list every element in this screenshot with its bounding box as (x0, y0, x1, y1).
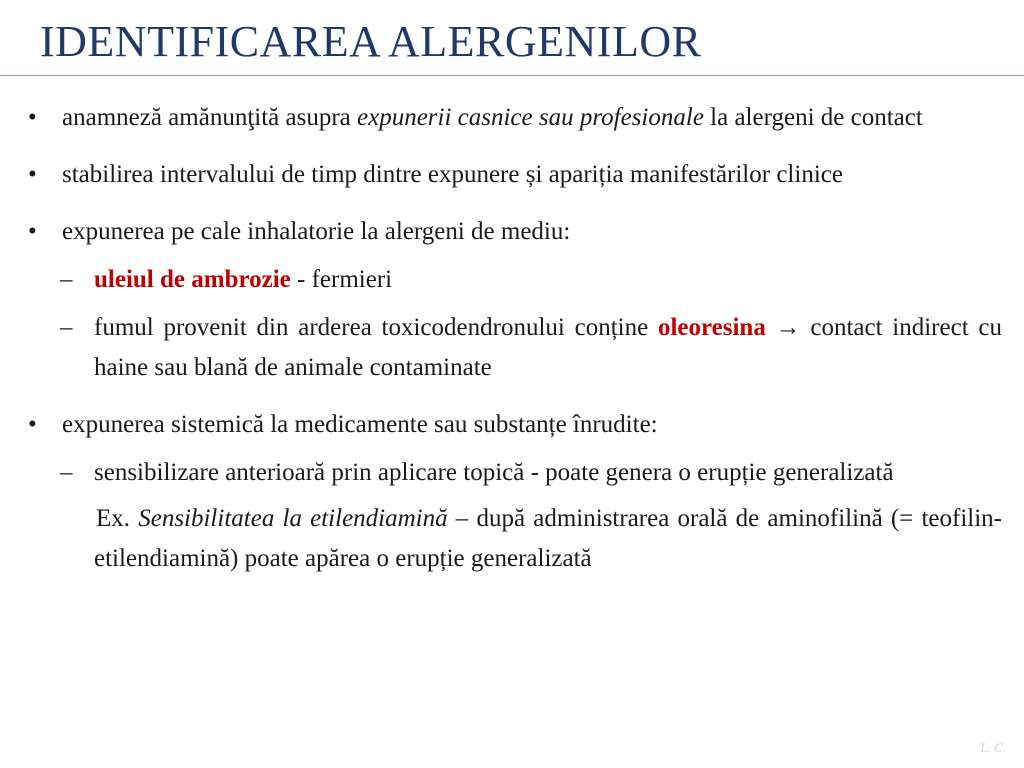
example-paragraph (28, 499, 1002, 579)
sub-bullet-text (94, 260, 1002, 300)
bullet-marker: • (28, 411, 37, 438)
dash-marker: – (60, 314, 73, 341)
example-text (94, 499, 1002, 579)
text-run: la alergeni de contact (703, 104, 923, 131)
bullet-item (28, 155, 1002, 195)
bullet-item (28, 405, 1002, 445)
text-run: Ex. (96, 505, 139, 532)
text-run: – după administrarea orală de aminofilină (= teofilin-etilendiamină) poate apărea o erupție generalizată (94, 505, 1002, 572)
bullet-text: stabilirea intervalului de timp dintre expunere și apariția manifestărilor clinice (62, 161, 843, 188)
sub-bullet-item (28, 453, 1002, 493)
dash-marker: – (60, 266, 73, 293)
italic-text: Sensibilitatea la etilendiamină (138, 505, 448, 532)
bullet-item (28, 212, 1002, 252)
bullet-text: expunerea sistemică la medicamente sau substanțe înrudite: (62, 411, 658, 438)
slide-body (28, 98, 1002, 579)
bullet-text: expunerea pe cale inhalatorie la alergeni de mediu: (62, 218, 571, 245)
text-run: → contact indirect cu haine sau blană de animale contaminate (94, 314, 1002, 381)
author-signature: L. C. (980, 740, 1006, 755)
italic-text: expunerii casnice sau profesionale (357, 104, 704, 131)
bullet-marker: • (28, 218, 37, 245)
bullet-text (62, 98, 1002, 138)
slide-title: IDENTIFICAREA ALERGENILOR (40, 17, 702, 66)
text-run: fumul provenit din arderea toxicodendronului conține (94, 314, 658, 341)
highlight-text: uleiul de ambrozie (94, 266, 291, 293)
dash-marker: – (60, 459, 73, 486)
text-run: anamneză amănunţită asupra (62, 104, 357, 131)
text-run: - fermieri (290, 266, 393, 293)
sub-bullet-item (28, 308, 1002, 388)
bullet-item (28, 98, 1002, 138)
sub-bullet-item (28, 260, 1002, 300)
bullet-marker: • (28, 161, 37, 188)
sub-bullet-text (94, 308, 1002, 388)
bullet-marker: • (28, 104, 37, 131)
highlight-text: oleoresina (657, 314, 766, 341)
sub-bullet-text: sensibilizare anterioară prin aplicare topică - poate genera o erupție generalizată (94, 459, 894, 486)
title-divider (0, 75, 1024, 76)
